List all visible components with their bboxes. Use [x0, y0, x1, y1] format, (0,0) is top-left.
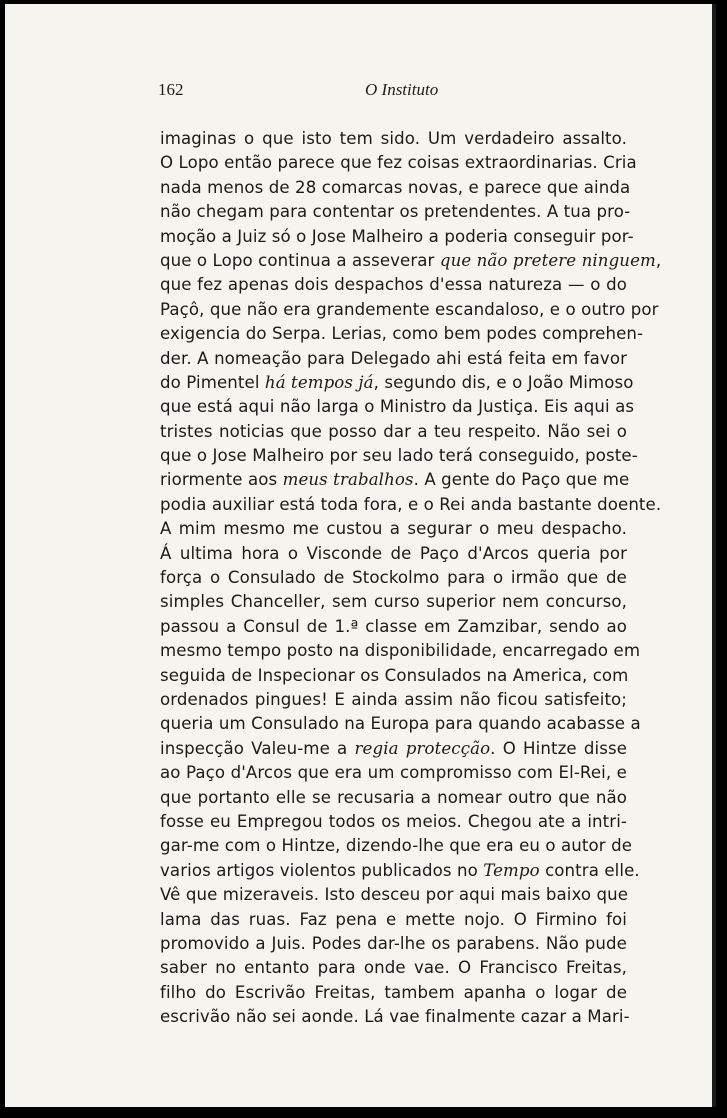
italic-phrase: que não pretere ninguem [439, 250, 656, 270]
text-line: fosse eu Empregou todos os meios. Chegou ate a intri- [160, 811, 627, 831]
running-title: O Instituto [365, 80, 439, 99]
text-line: passou a Consul de 1.ª classe em Zamzibar, sendo ao [160, 616, 627, 636]
text-line: inspecção Valeu-me a regia protecção. O Hintze disse [160, 738, 628, 758]
text-line: Vê que mizeraveis. Isto desceu por aqui mais baixo que [160, 885, 629, 905]
text-line: podia auxiliar está toda fora, e o Rei anda bastante doente. [160, 494, 662, 514]
text-line: Paçô, que não era grandemente escandaloso, e o outro por [160, 299, 659, 319]
text-line: riormente aos meus trabalhos. A gente do Paço que me [160, 470, 630, 490]
text-line: não chegam para contentar os pretendentes. A tua pro- [160, 202, 631, 222]
text-line: que fez apenas dois despachos d'essa natureza — o do [160, 275, 627, 295]
text-line: queria um Consulado na Europa para quando acabasse a [160, 714, 641, 734]
text-line: força o Consulado de Stockolmo para o irmão que de [160, 568, 627, 588]
text-line: saber no entanto para onde vae. O Francisco Freitas, [160, 958, 627, 978]
text-line: ao Paço d'Arcos que era um compromisso com El-Rei, e [160, 763, 627, 783]
text-line: nada menos de 28 comarcas novas, e parece que ainda [160, 177, 631, 197]
text-line: seguida de Inspecionar os Consulados na America, com [160, 665, 629, 685]
text-line: imaginas o que isto tem sido. Um verdadeiro assalto. [160, 129, 627, 148]
text-line: ordenados pingues! E ainda assim não ficou satisfeito; [160, 689, 627, 709]
text-line: do Pimentel há tempos já, segundo dis, e o João Mimoso [160, 372, 634, 392]
text-line: Á ultima hora o Visconde de Paço d'Arcos queria por [160, 543, 627, 563]
text-line: que o Lopo continua a asseverar que não pretere ninguem [160, 250, 656, 270]
text-line: que portanto elle se recusaria a nomear outro que não [160, 787, 627, 807]
italic-phrase: meus trabalhos [282, 470, 414, 490]
page-number: 162 [158, 80, 184, 99]
text-line: tristes noticias que posso dar a teu respeito. Não sei o [160, 421, 627, 441]
text-line: A mim mesmo me custou a segurar o meu despacho. [160, 519, 627, 539]
text-line: varios artigos violentos publicados no Tempo contra elle. [160, 860, 640, 880]
text-line: escrivão não sei aonde. Lá vae finalmente cazar a Mari- [160, 1007, 630, 1027]
text-line: lama das ruas. Faz pena e mette nojo. O Firmino foi [160, 909, 627, 929]
text-line: O Lopo então parece que fez coisas extraordinarias. Cria [160, 153, 637, 173]
text-line: der. A nomeação para Delegado ahi está feita em favor [160, 348, 627, 368]
text-line: mesmo tempo posto na disponibilidade, encarregado em [160, 641, 641, 661]
text-line: promovido a Juis. Podes dar-lhe os parabens. Não pude [160, 933, 627, 953]
letter-body-text [160, 127, 662, 1029]
text-line: simples Chanceller, sem curso superior nem concurso, [160, 592, 627, 612]
italic-phrase: regia protecção [354, 738, 491, 758]
text-line: que está aqui não larga o Ministro da Justiça. Eis aqui as [160, 397, 635, 417]
text-line: filho do Escrivão Freitas, tambem apanha o logar de [160, 982, 627, 1002]
text-line: exigencia do Serpa. Lerias, como bem podes comprehen- [160, 324, 644, 344]
italic-phrase: Tempo [483, 860, 540, 880]
text-line: gar-me com o Hintze, dizendo-lhe que era eu o autor de [160, 836, 633, 856]
page-header [158, 80, 632, 104]
text-line: moção a Juiz só o Jose Malheiro a poderia conseguir por- [160, 226, 634, 246]
text-line: que o Jose Malheiro por seu lado terá conseguido, poste- [160, 446, 638, 466]
italic-phrase: há tempos já [264, 372, 374, 392]
